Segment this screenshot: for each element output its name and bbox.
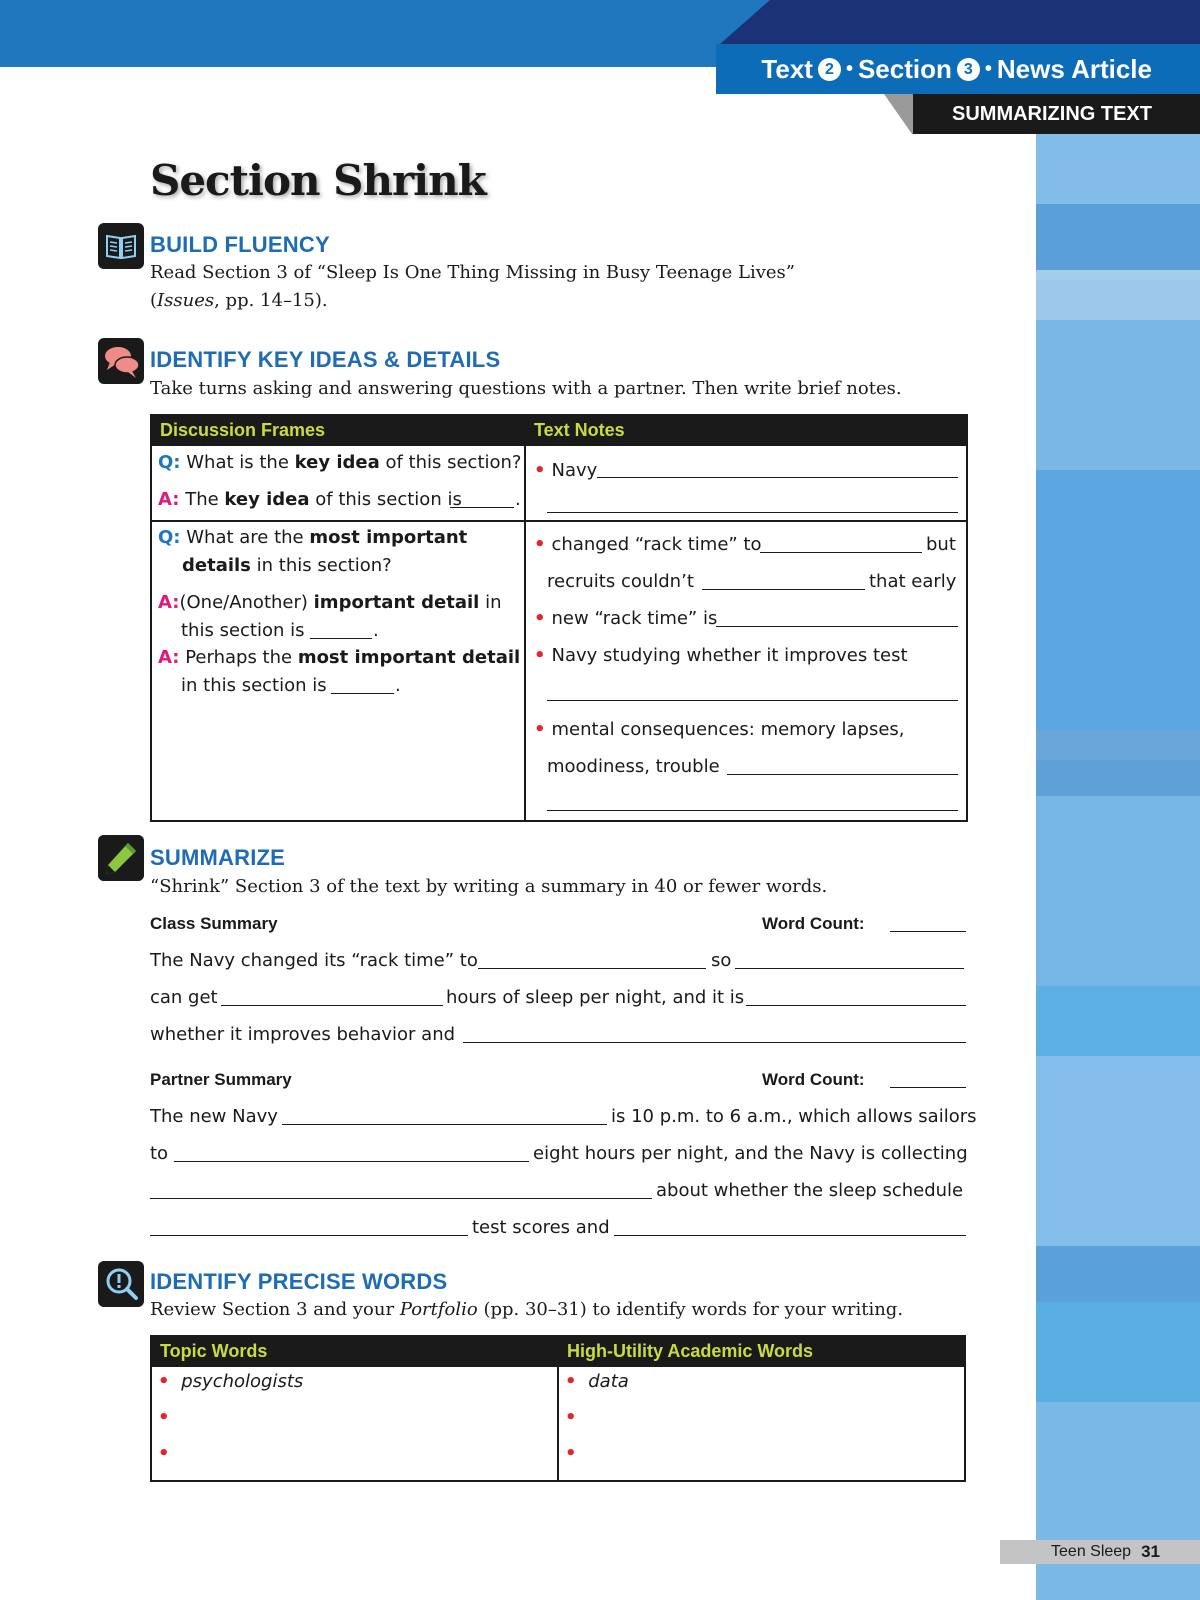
- note-navy-studying: • Navy studying whether it improves test: [534, 645, 908, 666]
- partner-summary-line-2: to: [150, 1143, 169, 1164]
- details-answer-2: A: Perhaps the most important detail: [158, 647, 521, 668]
- speech-bubbles-icon: [98, 338, 144, 384]
- partner-summary-line-3b: about whether the sleep schedule: [656, 1180, 964, 1201]
- footer-title: Teen Sleep: [1051, 1543, 1132, 1560]
- note-blank[interactable]: [597, 477, 958, 478]
- note-new-rack-time: • new “rack time” is: [534, 608, 718, 629]
- topic-word-3[interactable]: •: [158, 1443, 170, 1464]
- note-moodiness: moodiness, trouble: [547, 756, 720, 777]
- academic-word-3[interactable]: •: [565, 1443, 577, 1464]
- class-summary-line-2: can get: [150, 987, 218, 1008]
- summary-blank[interactable]: [221, 1005, 443, 1006]
- header-separator: •: [984, 57, 992, 80]
- note-blank[interactable]: [547, 700, 958, 701]
- fluency-line-1: Read Section 3 of “Sleep Is One Thing Missing in Busy Teenage Lives”: [150, 262, 795, 283]
- note-blank[interactable]: [547, 512, 958, 513]
- period: .: [395, 675, 401, 696]
- word-count-blank[interactable]: [890, 931, 966, 932]
- header-separator: •: [845, 57, 853, 80]
- class-summary-line-2b: hours of sleep per night, and it is: [446, 987, 745, 1008]
- note-blank[interactable]: [716, 626, 958, 627]
- period: .: [373, 620, 379, 641]
- partner-word-count-label: Word Count:: [762, 1070, 865, 1089]
- header-text-label: Text: [761, 53, 813, 84]
- class-word-count-label: Word Count:: [762, 914, 865, 933]
- key-idea-answer: A: The key idea of this section is: [158, 489, 462, 510]
- note-that-early: that early: [869, 571, 957, 592]
- partner-summary-line-4b: test scores and: [472, 1217, 610, 1238]
- side-strip: [1036, 134, 1200, 1600]
- page-title: Section Shrink: [150, 156, 486, 205]
- key-idea-notes-cell: [525, 445, 967, 521]
- answer-blank[interactable]: [331, 693, 394, 694]
- page-footer: [1000, 1540, 1200, 1564]
- note-blank[interactable]: [702, 589, 865, 590]
- class-summary-line-3: whether it improves behavior and: [150, 1024, 456, 1045]
- build-fluency-heading: BUILD FLUENCY: [150, 232, 330, 257]
- note-but: but: [926, 534, 956, 555]
- partner-summary-line-1b: is 10 p.m. to 6 a.m., which allows sailors: [611, 1106, 977, 1127]
- note-blank[interactable]: [760, 552, 922, 553]
- note-navy: • Navy: [534, 460, 598, 481]
- partner-summary-line-1: The new Navy: [150, 1106, 278, 1127]
- header-section-number: 3: [957, 58, 980, 81]
- summary-blank[interactable]: [746, 1005, 966, 1006]
- header-section-label: Section: [857, 53, 952, 84]
- summary-blank[interactable]: [150, 1235, 468, 1236]
- note-mental-consequences: • mental consequences: memory lapses,: [534, 719, 905, 740]
- col-topic-words: Topic Words: [151, 1336, 558, 1366]
- academic-word-2[interactable]: •: [565, 1407, 577, 1428]
- summary-blank[interactable]: [282, 1124, 607, 1125]
- precise-words-table: [150, 1335, 966, 1482]
- summary-blank[interactable]: [174, 1161, 529, 1162]
- summary-blank[interactable]: [463, 1042, 966, 1043]
- details-question-line2: details in this section?: [182, 555, 392, 576]
- details-answer-1-line2: this section is: [181, 620, 305, 641]
- book-icon: [98, 223, 144, 269]
- note-blank[interactable]: [727, 774, 958, 775]
- col-academic-words: High-Utility Academic Words: [558, 1336, 965, 1366]
- top-banner-accent: [720, 0, 1200, 44]
- answer-blank[interactable]: [310, 638, 372, 639]
- class-summary-label: Class Summary: [150, 914, 278, 933]
- section-header: [716, 44, 1200, 94]
- answer-blank[interactable]: [450, 507, 514, 508]
- magnifier-icon: [98, 1261, 144, 1307]
- key-ideas-instructions: Take turns asking and answering questions with a partner. Then write brief notes.: [150, 378, 902, 399]
- word-count-blank[interactable]: [890, 1087, 966, 1088]
- details-answer-1: A:(One/Another) important detail in: [158, 592, 502, 613]
- col-discussion-frames: Discussion Frames: [151, 415, 525, 445]
- partner-summary-line-2b: eight hours per night, and the Navy is collecting: [533, 1143, 968, 1164]
- details-answer-2-line2: in this section is: [181, 675, 327, 696]
- summary-blank[interactable]: [735, 968, 964, 969]
- note-blank[interactable]: [547, 810, 958, 811]
- subtab-label: SUMMARIZING TEXT: [913, 94, 1200, 134]
- precise-words-instructions: Review Section 3 and your Portfolio (pp. 30–31) to identify words for your writing.: [150, 1299, 904, 1320]
- class-summary-so: so: [711, 950, 732, 971]
- summarize-heading: SUMMARIZE: [150, 845, 286, 870]
- academic-word-1: • data: [565, 1371, 629, 1392]
- summarize-instructions: “Shrink” Section 3 of the text by writing a summary in 40 or fewer words.: [150, 876, 828, 897]
- key-ideas-heading: IDENTIFY KEY IDEAS & DETAILS: [150, 347, 501, 372]
- period: .: [515, 489, 521, 510]
- header-genre: News Article: [996, 53, 1152, 84]
- details-question: Q: What are the most important: [158, 527, 468, 548]
- class-summary-line-1: The Navy changed its “rack time” to: [150, 950, 478, 971]
- fluency-line-2: (Issues, pp. 14–15).: [150, 290, 328, 311]
- summary-blank[interactable]: [150, 1198, 652, 1199]
- summary-blank[interactable]: [614, 1235, 966, 1236]
- topic-word-1: • psychologists: [158, 1371, 304, 1392]
- note-rack-time: • changed “rack time” to: [534, 534, 762, 555]
- summary-blank[interactable]: [478, 968, 706, 969]
- header-text-number: 2: [818, 58, 841, 81]
- precise-words-heading: IDENTIFY PRECISE WORDS: [150, 1269, 448, 1294]
- page-number: 31: [1141, 1542, 1160, 1561]
- note-recruits: recruits couldn’t: [547, 571, 694, 592]
- topic-word-2[interactable]: •: [158, 1407, 170, 1428]
- col-text-notes: Text Notes: [525, 415, 967, 445]
- fluency-instructions: [150, 259, 795, 315]
- key-idea-question: Q: What is the key idea of this section?: [158, 452, 522, 473]
- partner-summary-label: Partner Summary: [150, 1070, 292, 1089]
- pencil-icon: [98, 835, 144, 881]
